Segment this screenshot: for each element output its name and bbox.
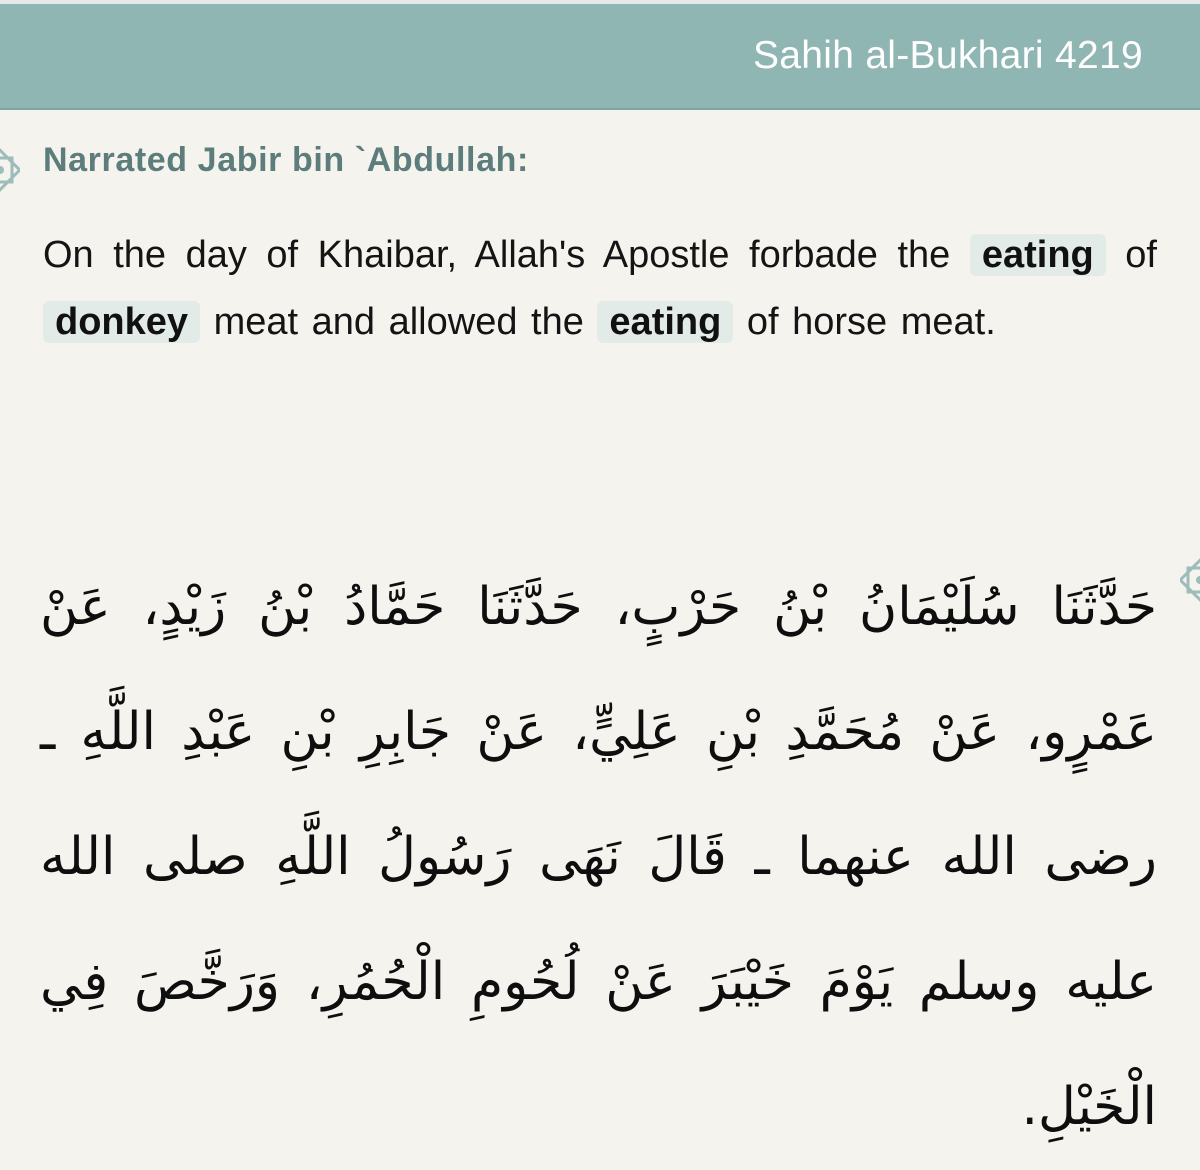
highlighted-term[interactable]: donkey [43,301,200,343]
star-ornament-icon [0,142,20,198]
english-text-part: of horse meat. [746,301,996,343]
header-bar [0,4,1200,110]
hadith-reference-title: Sahih al-Bukhari 4219 [752,34,1143,77]
arabic-text: حَدَّثَنَا سُلَيْمَانُ بْنُ حَرْبٍ، حَدَّثَنَا حَمَّادُ بْنُ زَيْدٍ، عَنْ عَمْرٍو، عَنْ مُحَمَّدِ بْنِ عَلِيٍّ، عَنْ جَابِرِ بْنِ عَبْدِ اللَّهِ ـ رضى الله عنهما ـ قَالَ نَهَى رَسُولُ اللَّهِ صلى الله عليه وسلم يَوْمَ خَيْبَرَ عَنْ لُحُومِ الْحُمُرِ، وَرَخَّصَ فِي الْخَيْلِ. [40,577,1157,1137]
star-ornament-icon [1180,552,1200,608]
highlighted-term[interactable]: eating [970,234,1106,276]
english-text-part: of [1125,234,1157,276]
narrator-line: Narrated Jabir bin `Abdullah: [43,141,529,179]
english-translation [43,222,1157,356]
english-text-part: meat and allowed the [213,301,584,343]
english-text-part: On the day of Khaibar, Allah's Apostle forbade the [43,234,951,276]
highlighted-term[interactable]: eating [597,301,733,343]
